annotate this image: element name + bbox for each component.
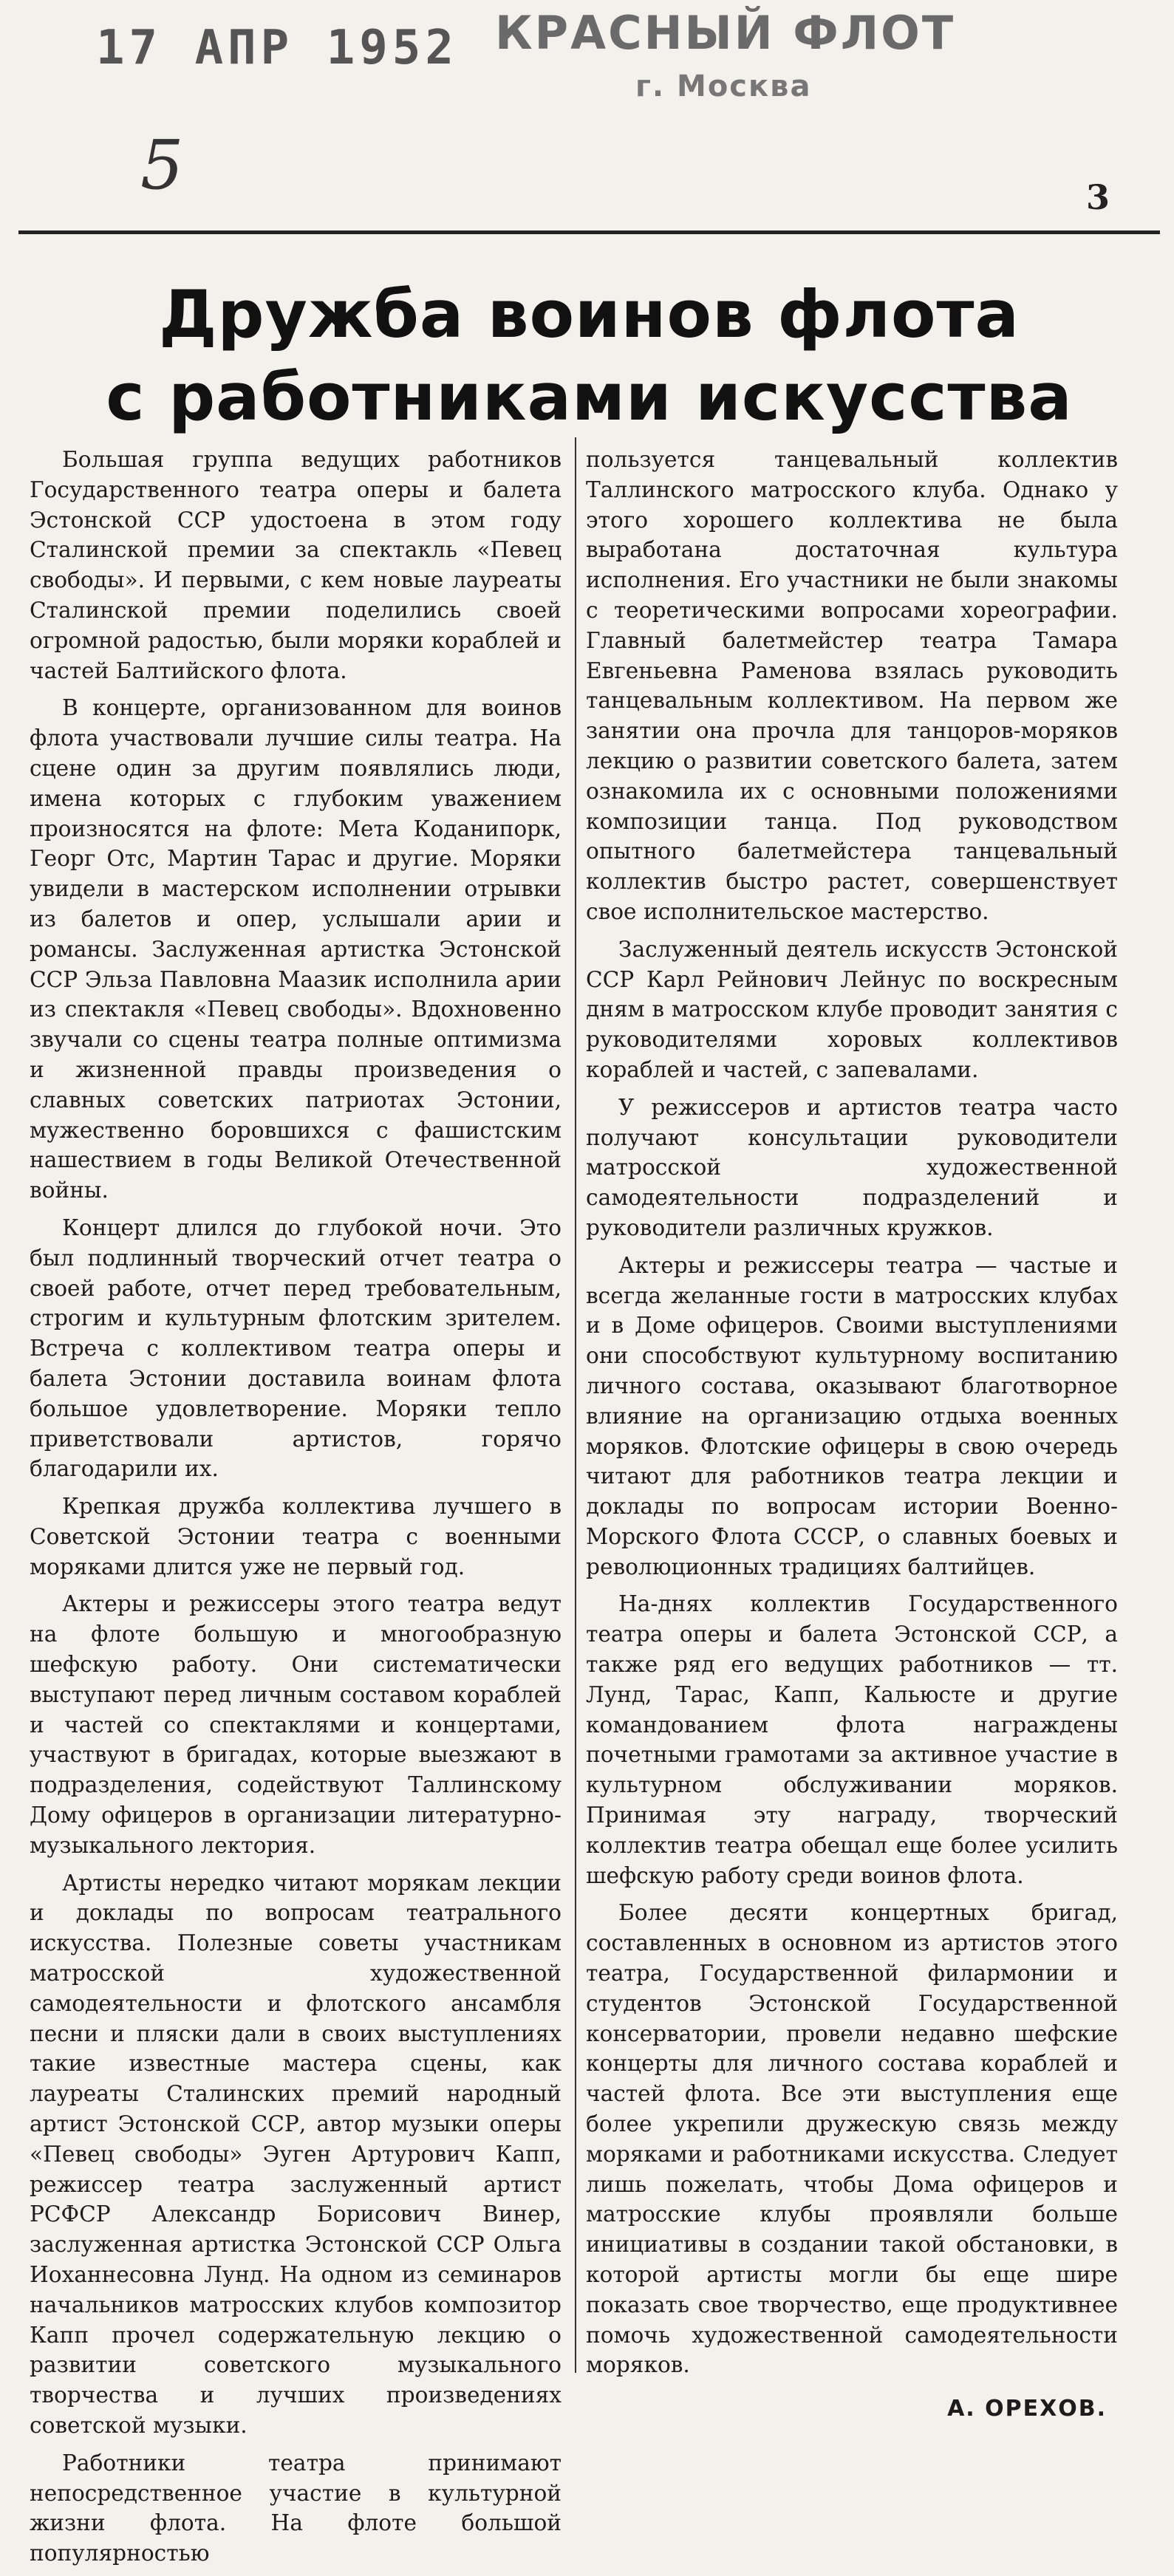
left-column bbox=[30, 445, 562, 2576]
paragraph: Более десяти концертных бригад, составленных в основном из артистов этого театра, Государственной филармонии и студентов Эстонской Государственной консерватории, провели недавно шефские концерты для личного состава кораблей и частей флота. Все эти выступления еще более укрепили дружескую связь между моряками и работниками искусства. Следует лишь пожелать, чтобы Дома офицеров и матросские клубы проявляли больше инициативы в создании такой обстановки, в которой артисты могли бы еще шире показать свое творчество, еще продуктивнее помочь художественной самодеятельности моряков. bbox=[586, 1900, 1118, 2378]
column-divider bbox=[575, 437, 576, 2373]
right-column bbox=[586, 445, 1118, 2388]
clipping-header bbox=[0, 0, 1174, 229]
paragraph: Актеры и режиссеры театра — частые и всегда желанные гости в матросских клубах и в Доме офицеров. Своими выступлениями они способствуют культурному воспитанию личного состава, оказывают благотворное влияние на организацию отдыха военных моряков. Флотские офицеры в свою очередь читают для работников театра лекции и доклады по вопросам истории Военно-Морского Флота СССР, о славных боевых и революционных традициях балтийцев. bbox=[586, 1252, 1118, 1579]
page-number: 3 bbox=[1086, 177, 1110, 217]
city-stamp: г. Москва bbox=[635, 69, 812, 103]
paragraph: У режиссеров и артистов театра часто получают консультации руководители матросской художественной самодеятельности подразделений и руководители различных кружков. bbox=[586, 1094, 1118, 1240]
paragraph: Заслуженный деятель искусств Эстонской ССР Карл Рейнович Лейнус по воскресным дням в матросском клубе проводит занятия с руководителями хоровых коллективов кораблей и частей, с запевалами. bbox=[586, 936, 1118, 1082]
paragraph: Артисты нередко читают морякам лекции и доклады по вопросам театрального искусства. Полезные советы участникам матросской художественной самодеятельности и флотского ансамбля песни и пляски дали в своих выступлениях такие известные мастера сцены, как лауреаты Сталинских премий народный артист Эстонской ССР, автор музыки оперы «Певец свободы» Эуген Артурович Капп, режиссер театра заслуженный артист РСФСР Александр Борисович Винер, заслуженная артистка Эстонской ССР Ольга Иоханнесовна Лунд. На одном из семинаров начальников матросских клубов композитор Капп прочел содержательную лекцию о развитии советского музыкального творчества и лучших произведениях советской музыки. bbox=[30, 1870, 562, 2438]
paragraph: пользуется танцевальный коллектив Таллинского матросского клуба. Однако у этого хорошего коллектива не была выработана достаточная культура исполнения. Его участники не были знакомы с теоретическими вопросами хореографии. Главный балетмейстер театра Тамара Евгеньевна Раменова взялась руководить танцевальным коллективом. На первом же занятии она прочла для танцоров-моряков лекцию о развитии советского балета, затем ознакомила их с основными положениями композиции танца. Под руководством опытного балетмейстера танцевальный коллектив быстро растет, совершенствует свое исполнительское мастерство. bbox=[586, 447, 1118, 924]
paragraph: Концерт длился до глубокой ночи. Это был подлинный творческий отчет театра о своей работе, отчет перед требовательным, строгим и культурным флотским зрителем. Встреча с коллективом театра оперы и балета Эстонии доставила воинам флота большое удовлетворение. Моряки тепло приветствовали артистов, горячо благодарили их. bbox=[30, 1214, 562, 1482]
headline-line-2: с работниками искусства bbox=[106, 359, 1073, 435]
paragraph: Большая группа ведущих работников Государственного театра оперы и балета Эстонской ССР удостоена в этом году Сталинской премии за спектакль «Певец свободы». И первыми, с кем новые лауреаты Сталинской премии поделились своей огромной радостью, были моряки кораблей и частей Балтийского флота. bbox=[30, 447, 562, 683]
paragraph: В концерте, организованном для воинов флота участвовали лучшие силы театра. На сцене один за другим появлялись люди, имена которых с глубоким уважением произносятся на флоте: Мета Коданипорк, Георг Отс, Мартин Тарас и другие. Моряки увидели в мастерском исполнении отрывки из балетов и опер, услышали арии и романсы. Заслуженная артистка Эстонской ССР Эльза Павловна Маазик исполнила арии из спектакля «Певец свободы». Вдохновенно звучали со сцены театра полные оптимизма и жизненной правды произведения о славных советских патриотах Эстонии, мужественно боровшихся с фашистским нашествием в годы Великой Отечественной войны. bbox=[30, 695, 562, 1203]
paragraph: Актеры и режиссеры этого театра ведут на флоте большую и многообразную шефскую работу. Они систематически выступают перед личным составом кораблей и частей со спектаклями и концертами, участвуют в бригадах, которые выезжают в подразделения, содействуют Таллинскому Дому офицеров в организации литературно-музыкального лектория. bbox=[30, 1591, 562, 1858]
top-rule bbox=[18, 230, 1160, 234]
handwritten-number: 5 bbox=[140, 126, 184, 205]
headline bbox=[18, 273, 1160, 439]
date-stamp: 17 АПР 1952 bbox=[96, 21, 458, 75]
author-signature: А. ОРЕХОВ. bbox=[947, 2396, 1107, 2422]
paragraph: Работники театра принимают непосредственное участие в культурной жизни флота. На флоте большой популярностью bbox=[30, 2450, 562, 2566]
newspaper-stamp: КРАСНЫЙ ФЛОТ bbox=[495, 6, 956, 60]
article bbox=[18, 244, 1160, 2566]
paragraph: На-днях коллектив Государственного театра оперы и балета Эстонской ССР, а также ряд его ведущих работников — тт. Лунд, Тарас, Капп, Кальюсте и другие командованием флота награждены почетными грамотами за активное участие в культурном обслуживании моряков. Принимая эту награду, творческий коллектив театра обещал еще более усилить шефскую работу среди воинов флота. bbox=[586, 1591, 1118, 1888]
paragraph: Крепкая дружба коллектива лучшего в Советской Эстонии театра с военными моряками длится уже не первый год. bbox=[30, 1494, 562, 1579]
headline-line-1: Дружба воинов флота bbox=[159, 276, 1020, 352]
